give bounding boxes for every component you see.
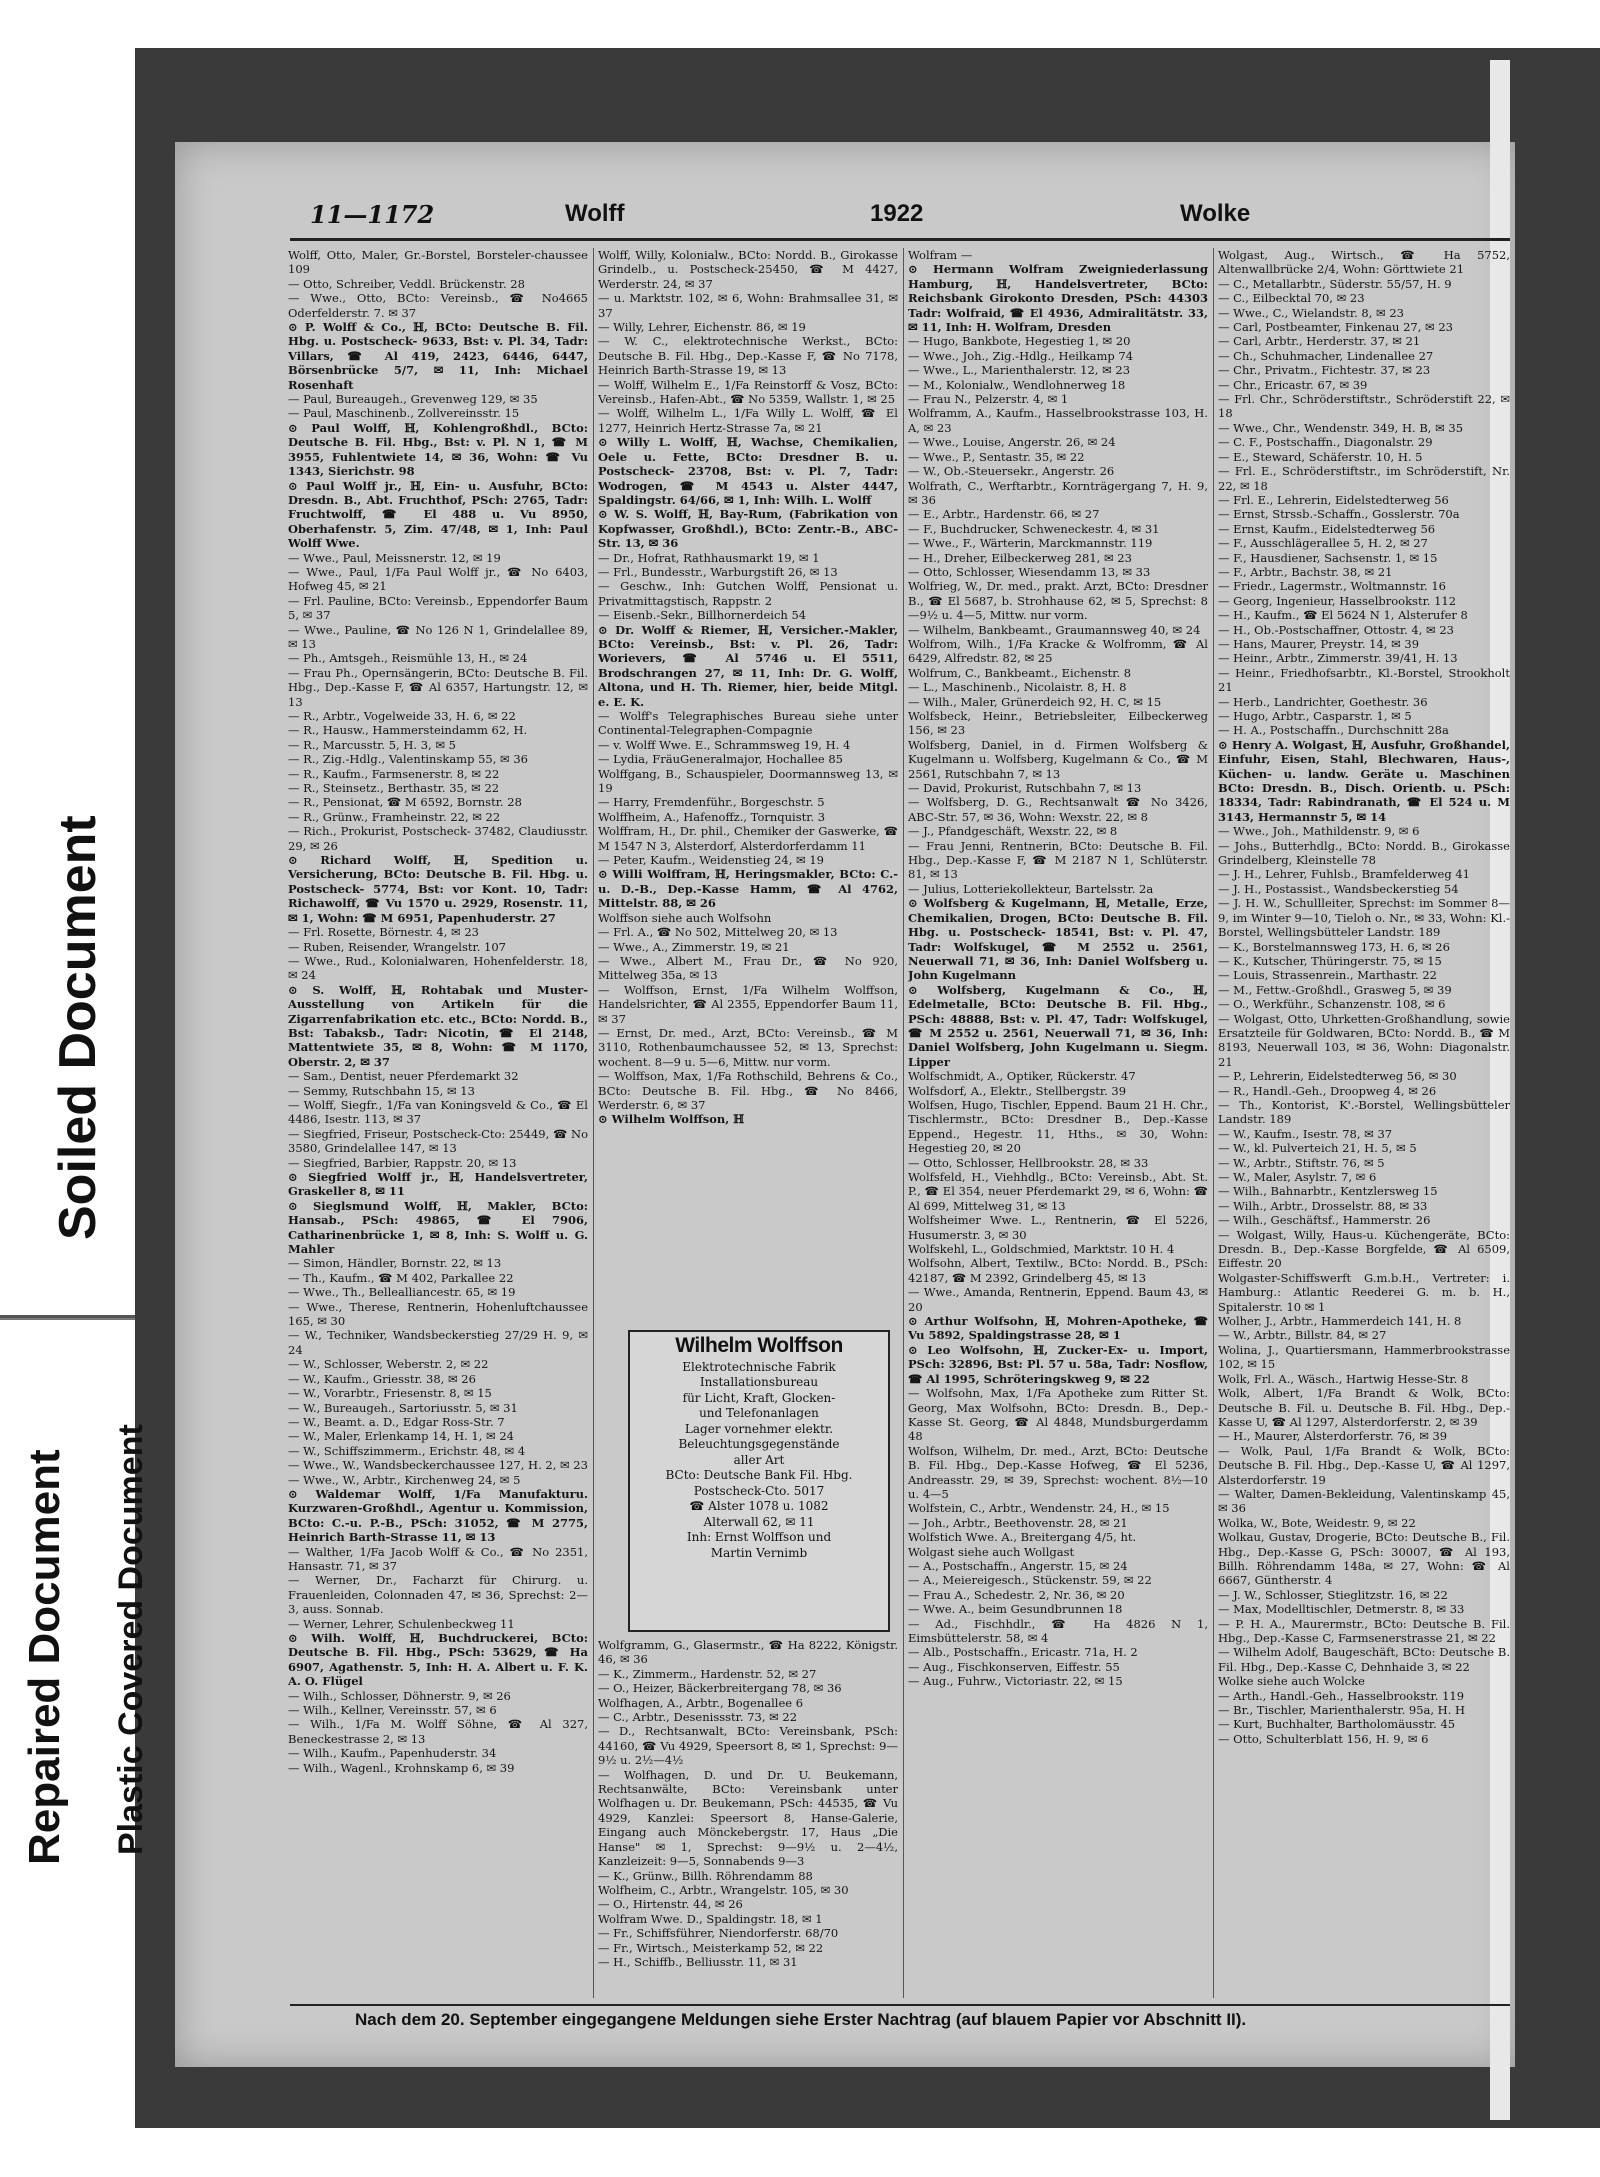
directory-entry: — David, Prokurist, Rutschbahn 7, ✉ 13 [908, 781, 1142, 796]
directory-entry: — H. A., Postschaffn., Durchschnitt 28a [1218, 723, 1449, 738]
directory-entry: — Hans, Maurer, Preystr. 14, ✉ 39 [1218, 636, 1420, 651]
directory-entry: — W., Bureaugeh., Sartoriusstr. 5, ✉ 31 [288, 1400, 518, 1415]
header-last-name: Wolke [1180, 200, 1251, 227]
directory-entry: Wolfrom, Wilh., 1/Fa Kracke & Wolfromm, ☎ Al 6429, Alfredstr. 82, ✉ 25 [908, 636, 1208, 666]
directory-entry: — H., Dreher, Eilbeckerweg 281, ✉ 23 [908, 550, 1132, 565]
directory-entry: ⊙ Wilhelm Wolffson, ℍ [598, 1112, 745, 1127]
directory-entry: — Frl. E., Schröderstiftstr., im Schröderstift, Nr. 22, ✉ 18 [1218, 464, 1510, 493]
directory-entry: Wolfskehl, L., Goldschmied, Marktstr. 10 H. 4 [908, 1242, 1175, 1257]
directory-entry: — O., Werkführ., Schanzenstr. 108, ✉ 6 [1218, 997, 1446, 1012]
directory-entry: — J. H., Postassist., Wandsbeckerstieg 54 [1218, 881, 1459, 896]
directory-entry: Wolffheim, A., Hafenoffz., Tornquistr. 3 [598, 809, 826, 824]
directory-column-4 [1218, 248, 1510, 1998]
directory-entry: — J. W., Schlosser, Stieglitzstr. 16, ✉ 22 [1218, 1587, 1448, 1602]
directory-entry: — Hugo, Bankbote, Hegestieg 1, ✉ 20 [908, 334, 1131, 349]
advertisement-line: BCto: Deutsche Bank Fil. Hbg. [665, 1468, 853, 1482]
directory-entry: Wolfrum, C., Bankbeamt., Eichenstr. 8 [908, 665, 1132, 680]
directory-entry: — Walter, Damen-Bekleidung, Valentinskamp 45, ✉ 36 [1218, 1486, 1510, 1516]
directory-entry: Wolfstich Wwe. A., Breitergang 4/5, ht. [908, 1530, 1137, 1545]
directory-entry: — Wolffson, Ernst, 1/Fa Wilhelm Wolffson, Handelsrichter, ☎ Al 2355, Eppendorfer Baum 11, ✉ 37 [598, 982, 898, 1026]
directory-entry: — Alb., Postschaffn., Ericastr. 71a, H. 2 [908, 1645, 1138, 1660]
directory-entry: — C., Arbtr., Desenissstr. 73, ✉ 22 [598, 1710, 798, 1725]
directory-entry: — Wilh., Kellner, Vereinsstr. 57, ✉ 6 [288, 1703, 497, 1718]
directory-entry: — C., Eilbecktal 70, ✉ 23 [1218, 291, 1365, 306]
directory-entry: — Sam., Dentist, neuer Pferdemarkt 32 [288, 1069, 519, 1084]
directory-entry: — Frau Ph., Opernsängerin, BCto: Deutsche B. Fil. Hbg., Dep.-Kasse F, ☎ Al 6357, Hartungstr. 12, ✉ 13 [288, 665, 588, 709]
directory-entry: — Aug., Fuhrw., Victoriastr. 22, ✉ 15 [908, 1674, 1123, 1689]
directory-entry: ⊙ W. S. Wolff, ℍ, Bay-Rum, (Fabrikation von Kopfwasser, Großhdl.), BCto: Zentr.-B., ABC-Str. 13, ✉ 36 [598, 507, 898, 551]
directory-entry: — Wilh., Kaufm., Papenhuderstr. 34 [288, 1746, 497, 1761]
directory-entry: — Arth., Handl.-Geh., Hasselbrookstr. 119 [1218, 1688, 1465, 1703]
directory-entry: — Wwe., Joh., Mathildenstr. 9, ✉ 6 [1218, 824, 1420, 839]
directory-entry: — W., Maler, Erlenkamp 14, H. 1, ✉ 24 [288, 1429, 514, 1444]
directory-entry: Wolgast, Aug., Wirtsch., ☎ Ha 5752, Altenwallbrücke 2/4, Wohn: Görttwiete 21 [1218, 248, 1510, 277]
directory-entry: Wolfrath, C., Werftarbtr., Kornträgergang 7, H. 9, ✉ 36 [908, 478, 1208, 507]
directory-entry: — Peter, Kaufm., Weidenstieg 24, ✉ 19 [598, 853, 824, 868]
directory-entry: ⊙ Paul Wolff, ℍ, Kohlengroßhdl., BCto: Deutsche B. Fil. Hbg., Bst: v. Pl. N 1, ☎ M 3955, Fuhlentwiete 14, ✉ 36, Wohn: ☎ Vu 1343, Sierichstr. 98 [288, 420, 588, 479]
directory-entry: — W., Schiffszimmerm., Erichstr. 48, ✉ 4 [288, 1443, 526, 1458]
advertisement-line: für Licht, Kraft, Glocken- [682, 1390, 836, 1405]
advertisement-line: Beleuchtungsgegenstände [678, 1437, 840, 1451]
directory-entry: — H., Kaufm., ☎ El 5624 N 1, Alsterufer 8 [1218, 608, 1468, 623]
directory-entry: — Kurt, Buchhalter, Bartholomäusstr. 45 [1218, 1717, 1456, 1732]
directory-entry: — R., Pensionat, ☎ M 6592, Bornstr. 28 [288, 795, 522, 810]
directory-entry: — W., Maler, Asylstr. 7, ✉ 6 [1218, 1170, 1377, 1184]
directory-entry: — Wolff, Wilhelm L., 1/Fa Willy L. Wolff, ☎ El 1277, Heinrich Hertz-Strasse 7a, ✉ 21 [598, 406, 898, 435]
directory-entry: — J., Pfandgeschäft, Wexstr. 22, ✉ 8 [908, 824, 1118, 839]
directory-entry: — H., Schiffb., Belliusstr. 11, ✉ 31 [598, 1954, 798, 1969]
directory-entry: — Wwe., Amanda, Rentnerin, Eppend. Baum 43, ✉ 20 [908, 1285, 1208, 1314]
directory-entry: — W., Beamt. a. D., Edgar Ross-Str. 7 [288, 1414, 505, 1429]
directory-entry: — R., Kaufm., Farmsenerstr. 8, ✉ 22 [288, 766, 500, 781]
directory-entry: — A., Postschaffn., Angerstr. 15, ✉ 24 [908, 1558, 1128, 1573]
directory-entry: — W., Schlosser, Weberstr. 2, ✉ 22 [288, 1357, 489, 1372]
directory-entry: — Louis, Strassenrein., Marthastr. 22 [1218, 968, 1437, 983]
directory-entry: — K., Kutscher, Thüringerstr. 75, ✉ 15 [1218, 953, 1442, 968]
directory-entry: Wolgaster-Schiffswerft G.m.b.H., Vertreter: i. Hamburg.: Atlantic Reederei G. m. b. H., Spitalerstr. 10 ✉ 1 [1218, 1270, 1510, 1314]
directory-entry: — Frau Jenni, Rentnerin, BCto: Deutsche B. Fil. Hbg., Dep.-Kasse F, ☎ M 2187 N 1, Schlüterstr. 81, ✉ 13 [908, 838, 1208, 882]
directory-entry: Wolher, J., Arbtr., Hammerdeich 141, H. 8 [1218, 1314, 1462, 1329]
directory-entry: — A., Meiereigesch., Stückenstr. 59, ✉ 22 [908, 1573, 1152, 1588]
directory-entry: — E., Steward, Schäferstr. 10, H. 5 [1218, 449, 1423, 464]
directory-entry: Wolffram, H., Dr. phil., Chemiker der Gaswerke, ☎ M 1547 N 3, Alsterdorf, Alsterdorferdamm 11 [598, 824, 898, 853]
directory-entry: — M., Kolonialw., Wendlohnerweg 18 [908, 377, 1126, 392]
directory-entry: — Wolgast, Willy, Haus-u. Küchengeräte, BCto: Dresdn. B., Dep.-Kasse Borgfelde, ☎ Al 6509, Eiffestr. 20 [1218, 1227, 1510, 1271]
advertisement-line: ☎ Alster 1078 u. 1082 [689, 1499, 829, 1513]
advertisement-line: Lager vornehmer elektr. [684, 1421, 834, 1436]
directory-entry: Wolframm, A., Kaufm., Hasselbrookstrasse 103, H. A, ✉ 23 [908, 406, 1208, 435]
directory-entry: ⊙ Henry A. Wolgast, ℍ, Ausfuhr, Großhandel, Einfuhr, Eisen, Stahl, Blechwaren, Haus-, Küchen- u. landw. Geräte u. Maschinen BCto: Dresdn. B., Disch. Orientb. u. PSch: 18334, Tadr: Rabindranath, ☎ El 524 u. M 3143, Hermannstr 5, ✉ 14 [1218, 737, 1510, 824]
directory-entry: — Wilh., Maler, Grünerdeich 92, H. C, ✉ 15 [908, 694, 1162, 709]
directory-entry: — Geschw., Inh: Gutchen Wolff, Pensionat u. Privatmittagstisch, Rappstr. 2 [598, 579, 898, 608]
directory-entry: — Aug., Fischkonserven, Eiffestr. 55 [908, 1659, 1120, 1674]
directory-entry: — Wwe., Therese, Rentnerin, Hohenluftchaussee 165, ✉ 30 [288, 1299, 588, 1329]
directory-entry: — Wilh., Geschäftsf., Hammerstr. 26 [1218, 1213, 1431, 1228]
directory-entry: Wolfrieg, W., Dr. med., prakt. Arzt, BCto: Dresdner B., ☎ El 5687, b. Strohhause 62, ✉ 5, Sprechst: 8—9½ u. 4—5, Mittw. nur vorm. [908, 579, 1208, 623]
directory-entry: — O., Heizer, Bäckerbreitergang 78, ✉ 36 [598, 1681, 842, 1696]
directory-entry: — Werner, Lehrer, Schulenbeckweg 11 [288, 1616, 515, 1631]
directory-entry: — W., Arbtr., Stiftstr. 76, ✉ 5 [1218, 1155, 1385, 1170]
directory-entry: — Frl., Bundesstr., Warburgstift 26, ✉ 13 [598, 564, 838, 579]
directory-entry: — Wolgast, Otto, Uhrketten-Großhandlung, sowie Ersatzteile für Goldwaren, BCto: Nordd. B., ☎ M 8193, Neuerwall 103, ✉ 36, Wohn: Diagonalstr. 21 [1218, 1011, 1510, 1069]
footer-note: Nach dem 20. September eingegangene Meldungen siehe Erster Nachtrag (auf blauem Papier vor Abschnitt II). [355, 2010, 1247, 2029]
directory-entry: — u. Marktstr. 102, ✉ 6, Wohn: Brahmsallee 31, ✉ 37 [598, 291, 898, 320]
directory-entry: ⊙ Wolfsberg, Kugelmann & Co., ℍ, Edelmetalle, BCto: Deutsche B. Fil. Hbg., PSch: 48888, Bst: v. Pl. 47, Tadr: Wolfskugel, ☎ M 2552 u. 2561, Neuerwall 71, ✉ 36, Inh: Daniel Wolfsberg, John Kugelmann u. Siegm. Lipper [908, 982, 1208, 1069]
directory-entry: ⊙ P. Wolff & Co., ℍ, BCto: Deutsche B. Fil. Hbg. u. Postscheck- 9633, Bst: v. Pl. 34, Tadr: Villars, ☎ Al 419, 2423, 6446, 6447, Börsenbrücke 5/7, ✉ 11, Inh: Michael Rosenhaft [288, 320, 588, 392]
directory-entry: — Wolk, Paul, 1/Fa Brandt & Wolk, BCto: Deutsche B. Fil. Hbg., Dep.-Kasse U, ☎ Al 1297, Alsterdorferstr. 19 [1218, 1443, 1510, 1487]
directory-entry: — D., Rechtsanwalt, BCto: Vereinsbank, PSch: 44160, ☎ Vu 4929, Speersort 8, ✉ 1, Sprechst: 9—9½ u. 2½—4½ [598, 1724, 898, 1768]
directory-entry: — Wilh., Wagenl., Krohnskamp 6, ✉ 39 [288, 1760, 515, 1775]
directory-entry: — Rich., Prokurist, Postscheck- 37482, Claudiusstr. 29, ✉ 26 [288, 824, 588, 853]
directory-entry: — Otto, Schreiber, Veddl. Brückenstr. 28 [288, 276, 525, 291]
directory-entry: — Max, Modelltischler, Detmerstr. 8, ✉ 33 [1218, 1602, 1465, 1617]
directory-entry: — Semmy, Rutschbahn 15, ✉ 13 [288, 1083, 475, 1098]
directory-entry: — W., Vorarbtr., Friesenstr. 8, ✉ 15 [288, 1386, 492, 1401]
directory-entry: ⊙ Richard Wolff, ℍ, Spedition u. Versicherung, BCto: Deutsche B. Fil. Hbg. u. Postscheck- 5774, Bst: vor Kont. 10, Tadr: Richawolff, ☎ Vu 1570 u. 2929, Rosenstr. 11, ✉ 1, Wohn: ☎ M 6951, Papenhuderstr. 27 [288, 853, 588, 925]
advertisement-line: aller Art [733, 1452, 785, 1467]
directory-entry: — Simon, Händler, Bornstr. 22, ✉ 13 [288, 1256, 502, 1271]
directory-entry: — R., Grünw., Framheinstr. 22, ✉ 22 [288, 809, 501, 824]
directory-entry: — Georg, Ingenieur, Hasselbrookstr. 112 [1218, 593, 1457, 608]
directory-entry: — W., Techniker, Wandsbeckerstieg 27/29 H. 9, ✉ 24 [288, 1328, 588, 1357]
directory-entry: Wolk, Albert, 1/Fa Brandt & Wolk, BCto: Deutsche B. Fil. u. Deutsche B. Fil. Hbg., Dep.-Kasse U, ☎ Al 1297, Alsterdorferstr. 2, ✉ 39 [1218, 1386, 1510, 1429]
header-rule [290, 238, 1510, 241]
directory-entry: — Wwe. A., beim Gesundbrunnen 18 [908, 1602, 1123, 1617]
directory-entry: ⊙ Arthur Wolfsohn, ℍ, Mohren-Apotheke, ☎ Vu 5892, Spaldingstrasse 28, ✉ 1 [908, 1314, 1208, 1343]
directory-entry: Wolke siehe auch Wolcke [1218, 1674, 1365, 1689]
directory-entry: — K., Zimmerm., Hardenstr. 52, ✉ 27 [598, 1666, 817, 1681]
directory-entry: — Hugo, Arbtr., Casparstr. 1, ✉ 5 [1218, 709, 1412, 723]
page-number: 11—1172 [310, 200, 435, 229]
directory-entry: — Wwe., W., Arbtr., Kirchenweg 24, ✉ 5 [288, 1472, 521, 1487]
directory-entry: — Johs., Butterhdlg., BCto: Nordd. B., Girokasse Grindelberg, Kleinstelle 78 [1218, 838, 1510, 868]
directory-entry: — W., kl. Pulverteich 21, H. 5, ✉ 5 [1218, 1141, 1417, 1156]
directory-entry: — Wwe., W., Wandsbeckerchaussee 127, H. 2, ✉ 23 [288, 1458, 588, 1473]
directory-entry: — Wwe., Rud., Kolonialwaren, Hohenfelderstr. 18, ✉ 24 [288, 953, 588, 983]
directory-entry: — H., Ob.-Postschaffner, Ottostr. 4, ✉ 23 [1218, 622, 1454, 637]
footer-rule [290, 2004, 1510, 2006]
directory-entry: — Wwe., Pauline, ☎ No 126 N 1, Grindelallee 89, ✉ 13 [288, 622, 588, 651]
directory-entry: — Friedr., Lagermstr., Woltmannstr. 16 [1218, 579, 1447, 594]
directory-entry: — H., Maurer, Alsterdorferstr. 76, ✉ 39 [1218, 1429, 1448, 1444]
column-divider [903, 248, 904, 1998]
directory-entry: — Ernst, Dr. med., Arzt, BCto: Vereinsb., ☎ M 3110, Rothenbaumchaussee 52, ✉ 13, Sprechst: wochent. 8—9 u. 5—6, Mittw. nur vorm. [598, 1025, 898, 1069]
directory-entry: — Wilhelm Adolf, Baugeschäft, BCto: Deutsche B. Fil. Hbg., Dep.-Kasse C, Dehnhaide 3, ✉ 22 [1218, 1645, 1510, 1674]
directory-entry: — W., Kaufm., Griesstr. 38, ✉ 26 [288, 1371, 476, 1386]
directory-entry: — Wolfhagen, D. und Dr. U. Beukemann, Rechtsanwälte, BCto: Vereinsbank unter Wolfhagen u. Dr. Beukemann, PSch: 44535, ☎ Vu 4929, Kanzlei: Speersort 8, Hanse-Galerie, Eingang auch Mönckebergstr. 17, Haus „Die Hanse" ✉ 1, Sprechst: 9—9½ u. 2—4½, Kanzleizeit: 9—5, Sonnabends 9—3 [598, 1767, 898, 1869]
directory-entry: — Fr., Schiffsführer, Niendorferstr. 68/70 [598, 1926, 839, 1941]
header-first-name: Wolff [565, 200, 625, 227]
directory-entry: Wolfsohn, Albert, Textilw., BCto: Nordd. B., PSch: 42187, ☎ M 2392, Grindelberg 45, ✉ 13 [908, 1256, 1208, 1285]
directory-entry: Wolfsen, Hugo, Tischler, Eppend. Baum 21 H. Chr., Tischlermstr., BCto: Dresdner B., Dep.-Kasse Eppend., Hegestr. 11, Hths., ✉ 30, Wohn: Hegestieg 20, ✉ 20 [908, 1097, 1208, 1156]
directory-entry: Wolfgramm, G., Glasermstr., ☎ Ha 8222, Königstr. 46, ✉ 36 [598, 1638, 898, 1667]
directory-entry: Wolffson siehe auch Wolfsohn [598, 910, 772, 925]
directory-entry: Wolk, Frl. A., Wäsch., Hartwig Hesse-Str. 8 [1218, 1371, 1469, 1386]
directory-entry: — E., Arbtr., Hardenstr. 66, ✉ 27 [908, 507, 1100, 522]
directory-entry: — Wwe., A., Zimmerstr. 19, ✉ 21 [598, 939, 790, 954]
directory-entry: — F., Ausschlägerallee 5, H. 2, ✉ 27 [1218, 536, 1428, 551]
directory-entry: Wolkau, Gustav, Drogerie, BCto: Deutsche B., Fil. Hbg., Dep.-Kasse G, PSch: 30007, ☎ Al 193, Billh. Röhrendamm 148a, ✉ 27, Wohn: ☎ Al 6667, Güntherstr. 4 [1218, 1530, 1510, 1588]
directory-entry: — F., Buchdrucker, Schweneckestr. 4, ✉ 31 [908, 521, 1160, 536]
directory-entry: — Frl. Chr., Schröderstiftstr., Schröderstift 22, ✉ 18 [1218, 392, 1510, 421]
header-year: 1922 [870, 200, 924, 227]
directory-entry: ⊙ Paul Wolff jr., ℍ, Ein- u. Ausfuhr, BCto: Dresdn. B., Abt. Fruchthof, PSch: 2765, Tadr: Fruchtwolff, ☎ El 488 u. Vu 8950, Oberhafenstr. 5, Zim. 47/48, ✉ 1, Inh: Paul Wolff Wwe. [288, 478, 588, 551]
advertisement-box [628, 1330, 890, 1632]
directory-entry: — Otto, Schlosser, Wiesendamm 13, ✉ 33 [908, 564, 1151, 579]
directory-entry: — Wwe., Th., Bellealliancestr. 65, ✉ 19 [288, 1285, 516, 1300]
advertisement-line: und Telefonanlagen [699, 1406, 819, 1420]
directory-entry: Wolfstein, C., Arbtr., Wendenstr. 24, H., ✉ 15 [908, 1501, 1170, 1516]
directory-entry: — C., Metallarbtr., Süderstr. 55/57, H. 9 [1218, 276, 1452, 291]
directory-entry: — Ernst, Kaufm., Eidelstedterweg 56 [1218, 521, 1436, 536]
directory-entry: Wolfson, Wilhelm, Dr. med., Arzt, BCto: Deutsche B. Fil. Hbg., Dep.-Kasse Hofweg, ☎ El 5236, Andreasstr. 29, ✉ 39, Sprechst: wochent. 8½—10 u. 4—5 [908, 1443, 1208, 1501]
directory-entry: — Wwe., F., Wärterin, Marckmannstr. 119 [908, 536, 1153, 551]
directory-entry: Wolina, J., Quartiersmann, Hammerbrookstrasse 102, ✉ 15 [1218, 1342, 1510, 1372]
directory-entry: — Heinr., Arbtr., Zimmerstr. 39/41, H. 13 [1218, 651, 1458, 666]
directory-entry: — R., Zig.-Hdlg., Valentinskamp 55, ✉ 36 [288, 752, 528, 767]
directory-entry: — Wwe., Chr., Wendenstr. 349, H. B, ✉ 35 [1218, 420, 1464, 435]
directory-entry: — Wilh., 1/Fa M. Wolff Söhne, ☎ Al 327, Beneckestrasse 2, ✉ 13 [288, 1717, 588, 1746]
directory-entry: — Harry, Fremdenführ., Borgeschstr. 5 [598, 795, 825, 810]
directory-entry: — Th., Kaufm., ☎ M 402, Parkallee 22 [288, 1270, 514, 1285]
directory-entry: — Ph., Amtsgeh., Reismühle 13, H., ✉ 24 [288, 651, 528, 666]
directory-entry: — R., Marcusstr. 5, H. 3, ✉ 5 [288, 737, 456, 752]
directory-entry: — Carl, Postbeamter, Finkenau 27, ✉ 23 [1218, 320, 1453, 335]
directory-entry: — Lydia, FräuGeneralmajor, Hochallee 85 [598, 752, 843, 767]
directory-entry: — F., Arbtr., Bachstr. 38, ✉ 21 [1218, 564, 1393, 579]
directory-entry: — Heinr., Friedhofsarbtr., Kl.-Borstel, Strookholt 21 [1218, 665, 1510, 695]
advertisement-body [630, 1360, 888, 1562]
directory-entry: — Wolff, Siegfr., 1/Fa van Koningsveld & Co., ☎ El 4486, Isestr. 113, ✉ 37 [288, 1097, 588, 1127]
directory-entry: — F., Hausdiener, Sachsenstr. 1, ✉ 15 [1218, 550, 1438, 565]
directory-entry: — Otto, Schulterblatt 156, H. 9, ✉ 6 [1218, 1731, 1429, 1746]
directory-entry: — K., Borstelmannsweg 173, H. 6, ✉ 26 [1218, 939, 1450, 954]
directory-entry: — Wilhelm, Bankbeamt., Graumannsweg 40, ✉ 24 [908, 622, 1201, 637]
directory-entry: — Fr., Wirtsch., Meisterkamp 52, ✉ 22 [598, 1940, 824, 1955]
directory-entry: ⊙ Siegfried Wolff jr., ℍ, Handelsvertreter, Graskeller 8, ✉ 11 [288, 1170, 588, 1199]
directory-entry: ⊙ Wilh. Wolff, ℍ, Buchdruckerei, BCto: Deutsche B. Fil. Hbg., PSch: 53629, ☎ Ha 6907, Agathenstr. 5, Inh: H. A. Albert u. F. K. A. O. Flügel [288, 1631, 588, 1689]
directory-entry: — Wolffson, Max, 1/Fa Rothschild, Behrens & Co., BCto: Deutsche B. Fil. Hbg., ☎ No 8466, Werderstr. 6, ✉ 37 [598, 1069, 898, 1112]
directory-entry: — Wwe., Paul, Meissnerstr. 12, ✉ 19 [288, 550, 501, 565]
directory-entry: — M., Fettw.-Großhdl., Grasweg 5, ✉ 39 [1218, 982, 1452, 997]
directory-entry: — Wwe., Albert M., Frau Dr., ☎ No 920, Mittelweg 35a, ✉ 13 [598, 953, 898, 983]
directory-entry: — Walther, 1/Fa Jacob Wolff & Co., ☎ No 2351, Hansastr. 71, ✉ 37 [288, 1544, 588, 1573]
soiled-document-label: Soiled Document [49, 815, 107, 1240]
directory-entry: — Frl. A., ☎ No 502, Mittelweg 20, ✉ 13 [598, 925, 838, 940]
directory-entry: ⊙ Leo Wolfsohn, ℍ, Zucker-Ex- u. Import, PSch: 32896, Bst: Pl. 57 u. 58a, Tadr: Nosflow, ☎ Al 1995, Schröteringskweg 9, ✉ 22 [908, 1342, 1208, 1386]
directory-entry: ⊙ Willi Wolffram, ℍ, Heringsmakler, BCto: C.- u. D.-B., Dep.-Kasse Hamm, ☎ Al 4762, Mittelstr. 88, ✉ 26 [598, 867, 898, 911]
advertisement-line: Alterwall 62, ✉ 11 [703, 1514, 815, 1529]
directory-entry: Wolka, W., Bote, Weidestr. 9, ✉ 22 [1218, 1515, 1416, 1530]
directory-entry: — Wwe., L., Marienthalerstr. 12, ✉ 23 [908, 363, 1131, 378]
directory-entry: Wolffgang, B., Schauspieler, Doormannsweg 13, ✉ 19 [598, 766, 898, 796]
directory-entry: — Paul, Maschinenb., Zollvereinsstr. 15 [288, 406, 520, 421]
advertisement-title: Wilhelm Wolffson [675, 1334, 843, 1357]
directory-entry: — W., Kaufm., Isestr. 78, ✉ 37 [1218, 1126, 1393, 1141]
directory-entry: Wolfsdorf, A., Elektr., Stellbergstr. 39 [908, 1083, 1127, 1098]
directory-entry: — Eisenb.-Sekr., Billhornerdeich 54 [598, 608, 807, 623]
advertisement-line: Inh: Ernst Wolffson und [686, 1530, 832, 1544]
directory-entry: Wolff, Otto, Maler, Gr.-Borstel, Borsteler-chaussee 109 [288, 248, 588, 277]
directory-entry: — R., Hausw., Hammersteindamm 62, H. [288, 723, 528, 738]
directory-entry: — Wilh., Schlosser, Döhnerstr. 9, ✉ 26 [288, 1688, 511, 1703]
directory-entry: — Wolff, Wilhelm E., 1/Fa Reinstorff & Vosz, BCto: Vereinsb., Hafen-Abt., ☎ No 5359, Wallstr. 1, ✉ 25 [598, 377, 898, 407]
directory-entry: — Siegfried, Friseur, Postscheck-Cto: 25449, ☎ No 3580, Grindelallee 147, ✉ 13 [288, 1126, 588, 1156]
directory-entry: — Wilh., Bahnarbtr., Kentzlersweg 15 [1218, 1184, 1438, 1199]
directory-entry: — Joh., Arbtr., Beethovenstr. 28, ✉ 21 [908, 1515, 1128, 1530]
directory-entry: — Wolff's Telegraphisches Bureau siehe unter Continental-Telegraphen-Compagnie [598, 709, 898, 738]
directory-entry: Wolfsberg, Daniel, in d. Firmen Wolfsberg & Kugelmann u. Wolfsberg, Kugelmann & Co., ☎ M 2561, Rutschbahn 7, ✉ 13 [908, 737, 1208, 781]
directory-entry: — Wwe., Otto, BCto: Vereinsb., ☎ No4665 Oderfelderstr. 7. ✉ 37 [288, 291, 588, 320]
directory-entry: — Paul, Bureaugeh., Grevenweg 129, ✉ 35 [288, 392, 538, 407]
directory-entry: — Carl, Arbtr., Herderstr. 37, ✉ 21 [1218, 334, 1421, 349]
repaired-document-label: Repaired Document [20, 1449, 69, 1865]
directory-entry: — P., Lehrerin, Eidelstedterweg 56, ✉ 30 [1218, 1069, 1457, 1084]
directory-entry: — Wilh., Arbtr., Drosselstr. 88, ✉ 33 [1218, 1198, 1428, 1213]
directory-entry: Wolfram — [908, 248, 973, 262]
directory-entry: ⊙ Sieglsmund Wolff, ℍ, Makler, BCto: Hansab., PSch: 49865, ☎ El 7906, Catharinenbrücke 1, ✉ 8, Inh: S. Wolff u. G. Mahler [288, 1198, 588, 1257]
directory-entry: ⊙ Waldemar Wolff, 1/Fa Manufakturu. Kurzwaren-Großhdl., Agentur u. Kommission, BCto: C.-u. P.-B., PSch: 31052, ☎ M 2775, Heinrich Barth-Strasse 11, ✉ 13 [288, 1486, 588, 1545]
directory-entry: — Wwe., P., Sentastr. 35, ✉ 22 [908, 449, 1085, 464]
directory-entry: — Ernst, Strssb.-Schaffn., Gosslerstr. 70a [1218, 507, 1460, 522]
directory-entry: — Frl. Pauline, BCto: Vereinsb., Eppendorfer Baum 5, ✉ 37 [288, 593, 588, 623]
advertisement-line: Installationsbureau [699, 1375, 819, 1389]
directory-entry: — Siegfried, Barbier, Rappstr. 20, ✉ 13 [288, 1155, 517, 1170]
directory-column-2-bottom [598, 1638, 898, 1998]
directory-entry: — W., Arbtr., Billstr. 84, ✉ 27 [1218, 1328, 1387, 1343]
directory-entry: — Wwe., Paul, 1/Fa Paul Wolff jr., ☎ No 6403, Hofweg 45, ✉ 21 [288, 564, 588, 594]
directory-entry: — Ad., Fischhdlr., ☎ Ha 4826 N 1, Eimsbüttelerstr. 58, ✉ 4 [908, 1616, 1208, 1645]
directory-entry: — L., Maschinenb., Nicolaistr. 8, H. 8 [908, 680, 1127, 695]
directory-entry: Wolfheim, C., Arbtr., Wrangelstr. 105, ✉ 30 [598, 1882, 849, 1897]
directory-entry: — Ch., Schuhmacher, Lindenallee 27 [1218, 348, 1434, 363]
directory-entry: ⊙ Hermann Wolfram Zweigniederlassung Hamburg, ℍ, Handelsvertreter, BCto: Reichsbank Girokonto Dresden, PSch: 44303 Tadr: Wolfraid, ☎ El 4936, Admiralitätstr. 33, ✉ 11, Inh: H. Wolfram, Dresden [908, 262, 1208, 335]
directory-entry: Wolfschmidt, A., Optiker, Rückerstr. 47 [908, 1069, 1136, 1084]
directory-entry: — W., Ob.-Steuersekr., Angerstr. 26 [908, 464, 1115, 479]
directory-entry: ⊙ Wolfsberg & Kugelmann, ℍ, Metalle, Erze, Chemikalien, Drogen, BCto: Deutsche B. Fil. Hbg. u. Postscheck- 18541, Bst: v. Pl. 47, Tadr: Wolfskugel, ☎ M 2552 u. 2561, Neuerwall 71, ✉ 36, Inh: Daniel Wolfsberg u. John Kugelmann [908, 896, 1208, 983]
directory-entry: Wolff, Willy, Kolonialw., BCto: Nordd. B., Girokasse Grindelb., u. Postscheck-25450, ☎ M 4427, Werderstr. 24, ✉ 37 [598, 248, 898, 291]
directory-column-1 [288, 248, 588, 1998]
directory-entry: — O., Hirtenstr. 44, ✉ 26 [598, 1897, 743, 1912]
directory-entry: — Frau A., Schedestr. 2, Nr. 36, ✉ 20 [908, 1587, 1125, 1602]
directory-entry: Wolfhagen, A., Arbtr., Bogenallee 6 [598, 1695, 804, 1710]
directory-entry: — R., Handl.-Geh., Droopweg 4, ✉ 26 [1218, 1083, 1437, 1098]
directory-entry: — Wwe., Joh., Zig.-Hdlg., Heilkamp 74 [908, 348, 1134, 363]
page-header [290, 200, 1510, 240]
directory-entry: — P. H. A., Maurermstr., BCto: Deutsche B. Fil. Hbg., Dep.-Kasse C, Farmsenerstrasse 21, ✉ 22 [1218, 1616, 1510, 1645]
directory-entry: — Ruben, Reisender, Wrangelstr. 107 [288, 939, 507, 954]
column-divider [593, 248, 594, 1998]
directory-entry: — Frau N., Pelzerstr. 4, ✉ 1 [908, 392, 1069, 407]
directory-entry: Wolfsfeld, H., Viehhdlg., BCto: Vereinsb., Abt. St. P., ☎ El 354, neuer Pferdemarkt 29, ✉ 6, Wohn: ☎ Al 699, Mittelweg 31, ✉ 13 [908, 1170, 1208, 1213]
directory-entry: — R., Arbtr., Vogelweide 33, H. 6, ✉ 22 [288, 709, 516, 723]
directory-entry: — Frl. E., Lehrerin, Eidelstedterweg 56 [1218, 492, 1449, 507]
directory-entry: Wolgast siehe auch Wollgast [908, 1544, 1075, 1559]
directory-column-3 [908, 248, 1208, 1998]
advertisement-line: Martin Vernimb [710, 1545, 808, 1560]
directory-entry: — Chr., Privatm., Fichtestr. 37, ✉ 23 [1218, 363, 1431, 378]
directory-entry: Wolfsbeck, Heinr., Betriebsleiter, Eilbeckerweg 156, ✉ 23 [908, 709, 1208, 738]
directory-entry: — Dr., Hofrat, Rathhausmarkt 19, ✉ 1 [598, 550, 820, 565]
directory-entry: Wolfsheimer Wwe. L., Rentnerin, ☎ El 5226, Husumerstr. 3, ✉ 30 [908, 1213, 1208, 1242]
directory-entry: — K., Grünw., Billh. Röhrendamm 88 [598, 1868, 813, 1883]
directory-entry: — Otto, Schlosser, Hellbrookstr. 28, ✉ 33 [908, 1155, 1149, 1170]
directory-entry: — Wwe., C., Wielandstr. 8, ✉ 23 [1218, 305, 1404, 320]
directory-entry: — R., Steinsetz., Berthastr. 35, ✉ 22 [288, 781, 500, 796]
directory-entry: — Herb., Landrichter, Goethestr. 36 [1218, 694, 1428, 709]
directory-entry: — Wwe., Louise, Angerstr. 26, ✉ 24 [908, 435, 1116, 450]
directory-entry: — Th., Kontorist, K'.-Borstel, Wellingsbütteler Landstr. 189 [1218, 1097, 1510, 1127]
plastic-covered-label: Plastic Covered Document [112, 1424, 150, 1855]
directory-entry: Wolfram Wwe. D., Spaldingstr. 18, ✉ 1 [598, 1911, 823, 1926]
directory-entry: — Frl. Rosette, Börnestr. 4, ✉ 23 [288, 925, 479, 940]
column-divider [1213, 248, 1214, 1998]
directory-entry: — J. H. W., Schullleiter, Sprechst: im Sommer 8—9, im Winter 9—10, Tieloh o. Nr., ✉ 33, Wohn: Kl.-Borstel, Wellingsbütteler Landstr. 189 [1218, 896, 1510, 940]
directory-entry: — Werner, Dr., Facharzt für Chirurg. u. Frauenleiden, Colonnaden 47, ✉ 36, Sprechst: 2—3, auss. Sonnab. [288, 1573, 588, 1617]
directory-entry: — Br., Tischler, Marienthalerstr. 95a, H. H [1218, 1703, 1466, 1718]
directory-entry: — J. H., Lehrer, Fuhlsb., Bramfelderweg 41 [1218, 867, 1470, 882]
directory-entry: — Willy, Lehrer, Eichenstr. 86, ✉ 19 [598, 320, 806, 335]
directory-entry: — Julius, Lotteriekollekteur, Bartelsstr. 2a [908, 881, 1154, 896]
directory-entry: — Wolfsberg, D. G., Rechtsanwalt ☎ No 3426, ABC-Str. 57, ✉ 36, Wohn: Wexstr. 22, ✉ 8 [908, 795, 1208, 824]
directory-entry: — Chr., Ericastr. 67, ✉ 39 [1218, 377, 1368, 392]
directory-entry: ⊙ Dr. Wolff & Riemer, ℍ, Versicher.-Makler, BCto: Vereinsb., Bst: v. Pl. 26, Tadr: Worievers, ☎ Al 5746 u. El 5511, Brodschrangen 27, ✉ 11, Inh: Dr. G. Wolff, Altona, und H. Th. Riemer, hier, beide Mitgl. e. E. K. [598, 622, 898, 709]
advertisement-line: Elektrotechnische Fabrik [682, 1359, 836, 1374]
advertisement-line: Postscheck-Cto. 5017 [693, 1483, 825, 1498]
directory-entry: ⊙ S. Wolff, ℍ, Rohtabak und Muster-Ausstellung von Artikeln für die Zigarrenfabrikation etc. etc., BCto: Nordd. B., Bst: Tabaksb., Tadr: Nicotin, ☎ El 2148, Mattentwiete 35, ✉ 8, Wohn: ☎ M 1170, Oberstr. 2, ✉ 37 [288, 982, 588, 1069]
directory-entry: — v. Wolff Wwe. E., Schrammsweg 19, H. 4 [598, 737, 851, 752]
directory-entry: — C. F., Postschaffn., Diagonalstr. 29 [1218, 435, 1433, 450]
directory-entry: — W. C., elektrotechnische Werkst., BCto: Deutsche B. Fil. Hbg., Dep.-Kasse F, ☎ No 7178, Heinrich Barth-Strasse 19, ✉ 13 [598, 334, 898, 378]
directory-entry: — Wolfsohn, Max, 1/Fa Apotheke zum Ritter St. Georg, Max Wolfsohn, BCto: Dresdn. B., Dep.-Kasse St. Georg, ☎ Al 4848, Mundsburgerdamm 48 [908, 1386, 1208, 1444]
directory-entry: ⊙ Willy L. Wolff, ℍ, Wachse, Chemikalien, Oele u. Fette, BCto: Dresdner B. u. Postscheck- 23708, Bst: v. Pl. 7, Tadr: Wodrogen, ☎ M 4543 u. Alster 4447, Spaldingstr. 64/66, ✉ 1, Inh: Wilh. L. Wolff [598, 435, 898, 507]
